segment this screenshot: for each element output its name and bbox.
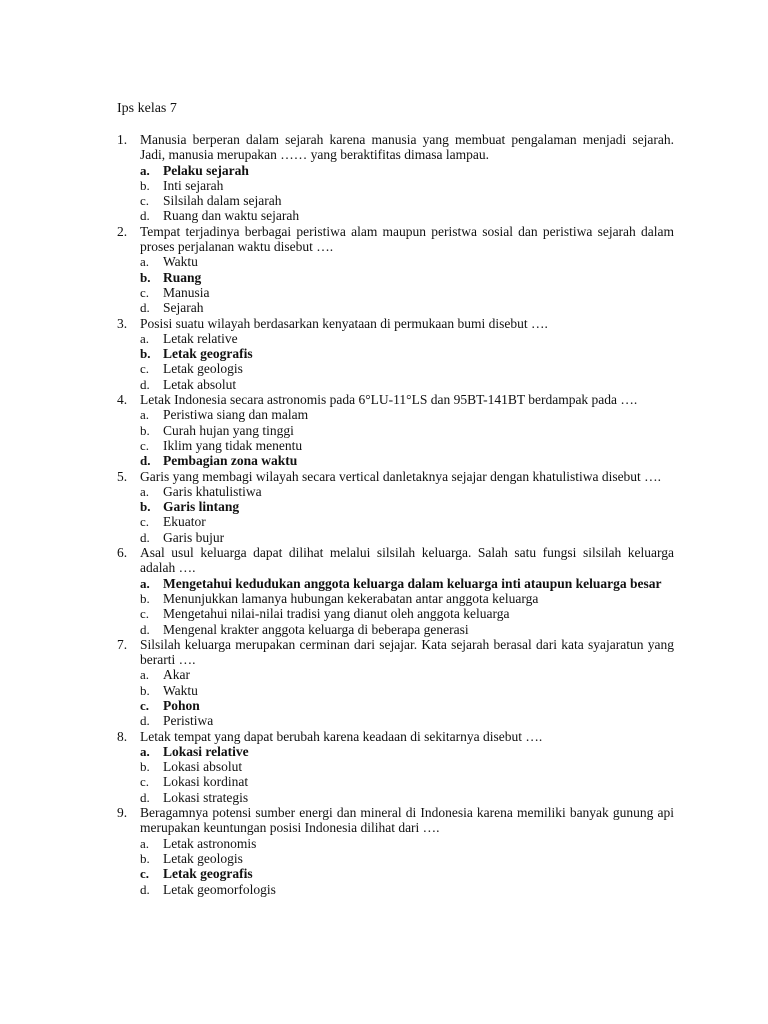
answer-option-correct [0, 866, 768, 881]
answer-options [0, 667, 768, 728]
option-letter: c. [140, 284, 150, 300]
answer-option [0, 514, 768, 529]
option-letter: a. [140, 407, 150, 423]
question-item [0, 729, 768, 805]
option-text: Menunjukkan lamanya hubungan kekerabatan antar anggota keluarga [163, 590, 539, 606]
option-letter: c. [140, 193, 150, 209]
answer-option [0, 300, 768, 315]
option-text: Ekuator [163, 514, 206, 530]
question-number: 4. [117, 392, 128, 408]
answer-option [0, 774, 768, 789]
answer-option [0, 285, 768, 300]
option-text: Peristiwa siang dan malam [163, 407, 309, 423]
option-letter: a. [140, 667, 150, 683]
option-text: Lokasi strategis [163, 789, 249, 805]
option-letter: b. [140, 759, 150, 775]
option-text: Garis lintang [163, 499, 240, 515]
answer-option [0, 178, 768, 193]
answer-options [0, 331, 768, 392]
answer-option [0, 759, 768, 774]
answer-options [0, 407, 768, 468]
option-letter: a. [140, 483, 150, 499]
question-item [0, 224, 768, 316]
option-text: Pohon [163, 697, 200, 713]
option-letter: a. [140, 743, 150, 759]
option-text: Sejarah [163, 300, 204, 316]
option-text: Letak absolut [163, 376, 237, 392]
question-number: 1. [117, 132, 128, 147]
option-text: Letak astronomis [163, 835, 257, 851]
question-text: Garis yang membagi wilayah secara vertical danletaknya sejajar dengan khatulistiwa disebut …. [140, 468, 662, 484]
option-text: Letak geologis [163, 361, 243, 377]
option-letter: c. [140, 697, 150, 713]
answer-option [0, 882, 768, 897]
option-letter: d. [140, 621, 150, 637]
answer-options [0, 576, 768, 637]
answer-option-correct [0, 270, 768, 285]
option-letter: c. [140, 866, 150, 882]
option-letter: c. [140, 514, 150, 530]
option-letter: c. [140, 606, 150, 622]
option-text: Mengetahui kedudukan anggota keluarga dalam keluarga inti ataupun keluarga besar [163, 575, 662, 591]
answer-option [0, 713, 768, 728]
question-item [0, 132, 768, 224]
option-text: Inti sejarah [163, 177, 224, 193]
option-letter: d. [140, 453, 151, 469]
answer-option-correct [0, 163, 768, 178]
question-number: 7. [117, 636, 128, 652]
answer-option [0, 591, 768, 606]
answer-option [0, 836, 768, 851]
question-number: 8. [117, 728, 128, 744]
option-text: Letak geologis [163, 850, 243, 866]
option-letter: d. [140, 208, 150, 224]
answer-option [0, 377, 768, 392]
option-text: Ruang [163, 269, 202, 285]
question-text: Manusia berperan dalam sejarah karena manusia yang membuat pengalaman menjadi sejarah. Jadi, manusia merupakan …… yang beraktifitas dimasa lampau. [140, 132, 674, 163]
answer-options [0, 744, 768, 805]
option-letter: d. [140, 300, 150, 316]
option-letter: b. [140, 269, 151, 285]
option-text: Lokasi relative [163, 743, 249, 759]
question-number: 6. [117, 545, 128, 561]
option-letter: b. [140, 422, 150, 438]
answer-option [0, 851, 768, 866]
option-text: Mengenal krakter anggota keluarga di beberapa generasi [163, 621, 469, 637]
answer-options [0, 484, 768, 545]
option-text: Pembagian zona waktu [163, 453, 298, 469]
answer-option-correct [0, 453, 768, 468]
option-text: Iklim yang tidak menentu [163, 437, 303, 453]
option-letter: d. [140, 376, 150, 392]
answer-option [0, 208, 768, 223]
option-text: Silsilah dalam sejarah [163, 193, 282, 209]
option-letter: d. [140, 529, 150, 545]
question-item [0, 545, 768, 637]
question-item [0, 316, 768, 392]
option-letter: b. [140, 177, 150, 193]
question-text: Letak tempat yang dapat berubah karena keadaan di sekitarnya disebut …. [140, 728, 543, 744]
question-number: 3. [117, 315, 128, 331]
option-text: Lokasi kordinat [163, 774, 249, 790]
option-text: Ruang dan waktu sejarah [163, 208, 300, 224]
question-number: 2. [117, 223, 128, 239]
option-text: Mengetahui nilai-nilai tradisi yang dianut oleh anggota keluarga [163, 606, 510, 622]
question-item [0, 469, 768, 545]
option-text: Akar [163, 667, 190, 683]
option-letter: a. [140, 330, 150, 346]
answer-option [0, 484, 768, 499]
question-list [0, 132, 768, 897]
answer-option [0, 254, 768, 269]
answer-option [0, 622, 768, 637]
answer-options [0, 836, 768, 897]
option-text: Waktu [163, 682, 198, 698]
answer-option [0, 683, 768, 698]
question-text: Letak Indonesia secara astronomis pada 6°LU-11°LS dan 95BT-141BT berdampak pada …. [140, 392, 638, 408]
answer-option-correct [0, 576, 768, 591]
question-text: Silsilah keluarga merupakan cerminan dari sejajar. Kata sejarah berasal dari kata syajaratun yang berarti …. [140, 636, 674, 668]
option-text: Peristiwa [163, 713, 214, 729]
option-text: Pelaku sejarah [163, 162, 249, 178]
answer-option [0, 606, 768, 621]
option-letter: d. [140, 713, 150, 729]
option-letter: d. [140, 881, 150, 897]
option-letter: a. [140, 162, 150, 178]
option-text: Garis khatulistiwa [163, 483, 262, 499]
question-item [0, 805, 768, 897]
answer-options [0, 163, 768, 224]
option-letter: b. [140, 346, 151, 362]
answer-option-correct [0, 346, 768, 361]
option-text: Manusia [163, 284, 210, 300]
option-letter: a. [140, 575, 150, 591]
answer-option-correct [0, 499, 768, 514]
answer-option [0, 790, 768, 805]
option-text: Lokasi absolut [163, 759, 243, 775]
option-text: Curah hujan yang tinggi [163, 422, 294, 438]
question-item [0, 392, 768, 468]
question-text: Posisi suatu wilayah berdasarkan kenyataan di permukaan bumi disebut …. [140, 315, 548, 331]
option-letter: b. [140, 590, 150, 606]
option-letter: c. [140, 774, 150, 790]
option-letter: c. [140, 361, 150, 377]
question-text: Beragamnya potensi sumber energi dan mineral di Indonesia karena memiliki banyak gunung api merupakan keuntungan posisi Indonesia dilihat dari …. [140, 805, 674, 836]
option-letter: b. [140, 499, 151, 515]
answer-option [0, 193, 768, 208]
option-text: Letak relative [163, 330, 238, 346]
answer-option-correct [0, 744, 768, 759]
option-letter: c. [140, 437, 150, 453]
question-number: 9. [117, 805, 128, 821]
question-text: Tempat terjadinya berbagai peristiwa alam maupun peristwa sosial dan peristiwa sejarah dalam proses perjalanan waktu disebut …. [140, 223, 674, 255]
answer-option [0, 438, 768, 453]
question-text: Asal usul keluarga dapat dilihat melalui silsilah keluarga. Salah satu fungsi silsilah keluarga adalah …. [140, 545, 674, 576]
answer-option [0, 361, 768, 376]
option-text: Letak geografis [163, 346, 253, 362]
option-letter: b. [140, 682, 150, 698]
answer-option-correct [0, 698, 768, 713]
question-number: 5. [117, 468, 128, 484]
option-text: Garis bujur [163, 529, 225, 545]
option-letter: d. [140, 789, 150, 805]
answer-options [0, 254, 768, 315]
option-text: Letak geomorfologis [163, 881, 276, 897]
option-letter: b. [140, 850, 150, 866]
option-text: Letak geografis [163, 866, 253, 882]
option-text: Waktu [163, 254, 198, 270]
question-item [0, 637, 768, 729]
document-title: Ips kelas 7 [117, 101, 177, 116]
answer-option [0, 331, 768, 346]
answer-option [0, 407, 768, 422]
answer-option [0, 423, 768, 438]
answer-option [0, 530, 768, 545]
option-letter: a. [140, 254, 150, 270]
answer-option [0, 667, 768, 682]
option-letter: a. [140, 835, 150, 851]
